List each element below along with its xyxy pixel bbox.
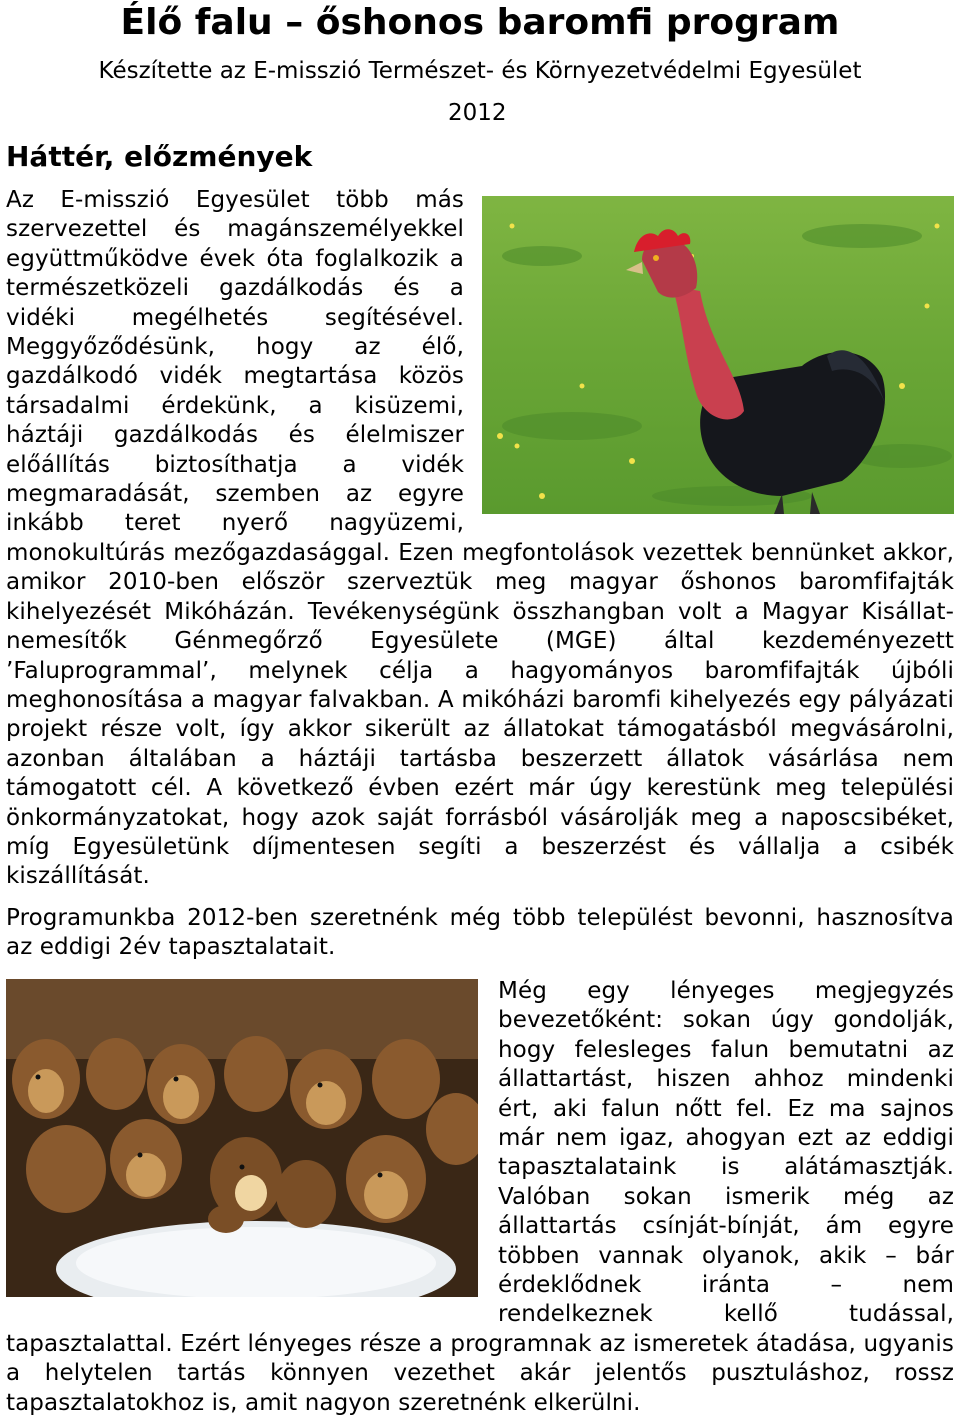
chicks-image xyxy=(6,979,478,1297)
paragraph-note-text: Még egy lényeges megjegyzés bevezetőként: sokan úgy gondolják, hogy felesleges falun bemutatni az állattartást, hiszen ahhoz mindenki ért, aki falun nőtt fel. Ez ma sajnos már nem igaz, ahogyan ezt az eddigi tapasztalataink is alátámasztják. Valóban sokan ismerik még az állattartás csínját-bínját, ám egyre többen vannak olyanok, akik – bár érdeklődnek iránta – nem rendelkeznek kellő tudással, tapasztalattal. Ezért lényeges része a programnak az ismeretek átadása, ugyanis a helytelen tartás könnyen vezethet akár jelentős pusztuláshoz, rossz tapasztalatokhoz is, amit nagyon szeretnénk elkerülni. xyxy=(6,978,954,1416)
chicks-photo xyxy=(6,979,478,1297)
paragraph-background-text: Az E-misszió Egyesület több más szervezettel és magánszemélyekkel együttműködve évek óta foglalkozik a természetközeli gazdálkodás és a vidéki megélhetés segítésével. Meggyőződésünk, hogy az élő, gazdálkodó vidék megtartása közös társadalmi érdekünk, a kisüzemi, háztáji gazdálkodás és élelmiszer előállítás biztosíthatja a vidék megmaradását, szemben az egyre inkább teret nyerő nagyüzemi, monokultúrás mezőgazdasággal. Ezen megfontolások vezettek bennünket akkor, amikor 2010-ben először szerveztük meg magyar őshonos baromfifajták kihelyezését Mikóházán. Tevékenységünk összhangban volt a Magyar Kisállat-nemesítők Génmegőrző Egyesülete (MGE) által kezdeményezett ’Faluprogrammal’, melynek célja a hagyományos baromfifajták újbóli meghonosítása a magyar falvakban. A mikóházi baromfi kihelyezés egy pályázati projekt része volt, így akkor sikerült az állatokat támogatásból megvásárolni, azonban általában a háztáji tartásba beszerzett állatok vásárlása nem támogatott cél. A következő évben ezért már úgy kerestünk meg települési önkormányzatokat, hogy azok saját forrásból vásárolják meg a naposcsibéket, míg Egyesületünk díjmentesen segíti a beszerzést és vállalja a csibék kiszállítását. xyxy=(6,187,954,890)
paragraph-program: Programunkba 2012-ben szeretnénk még több települést bevonni, hasznosítva az eddigi 2év tapasztalatait. xyxy=(6,905,954,961)
rooster-image xyxy=(482,196,954,514)
document-subtitle: Készítette az E-misszió Természet- és Környezetvédelmi Egyesület xyxy=(98,58,862,84)
rooster-photo xyxy=(482,196,954,514)
paragraph-note xyxy=(6,977,954,1418)
document-title: Élő falu – őshonos baromfi program xyxy=(120,2,840,43)
section-heading: Háttér, előzmények xyxy=(6,140,313,173)
paragraph-background xyxy=(6,186,954,892)
document-year: 2012 xyxy=(448,100,507,126)
